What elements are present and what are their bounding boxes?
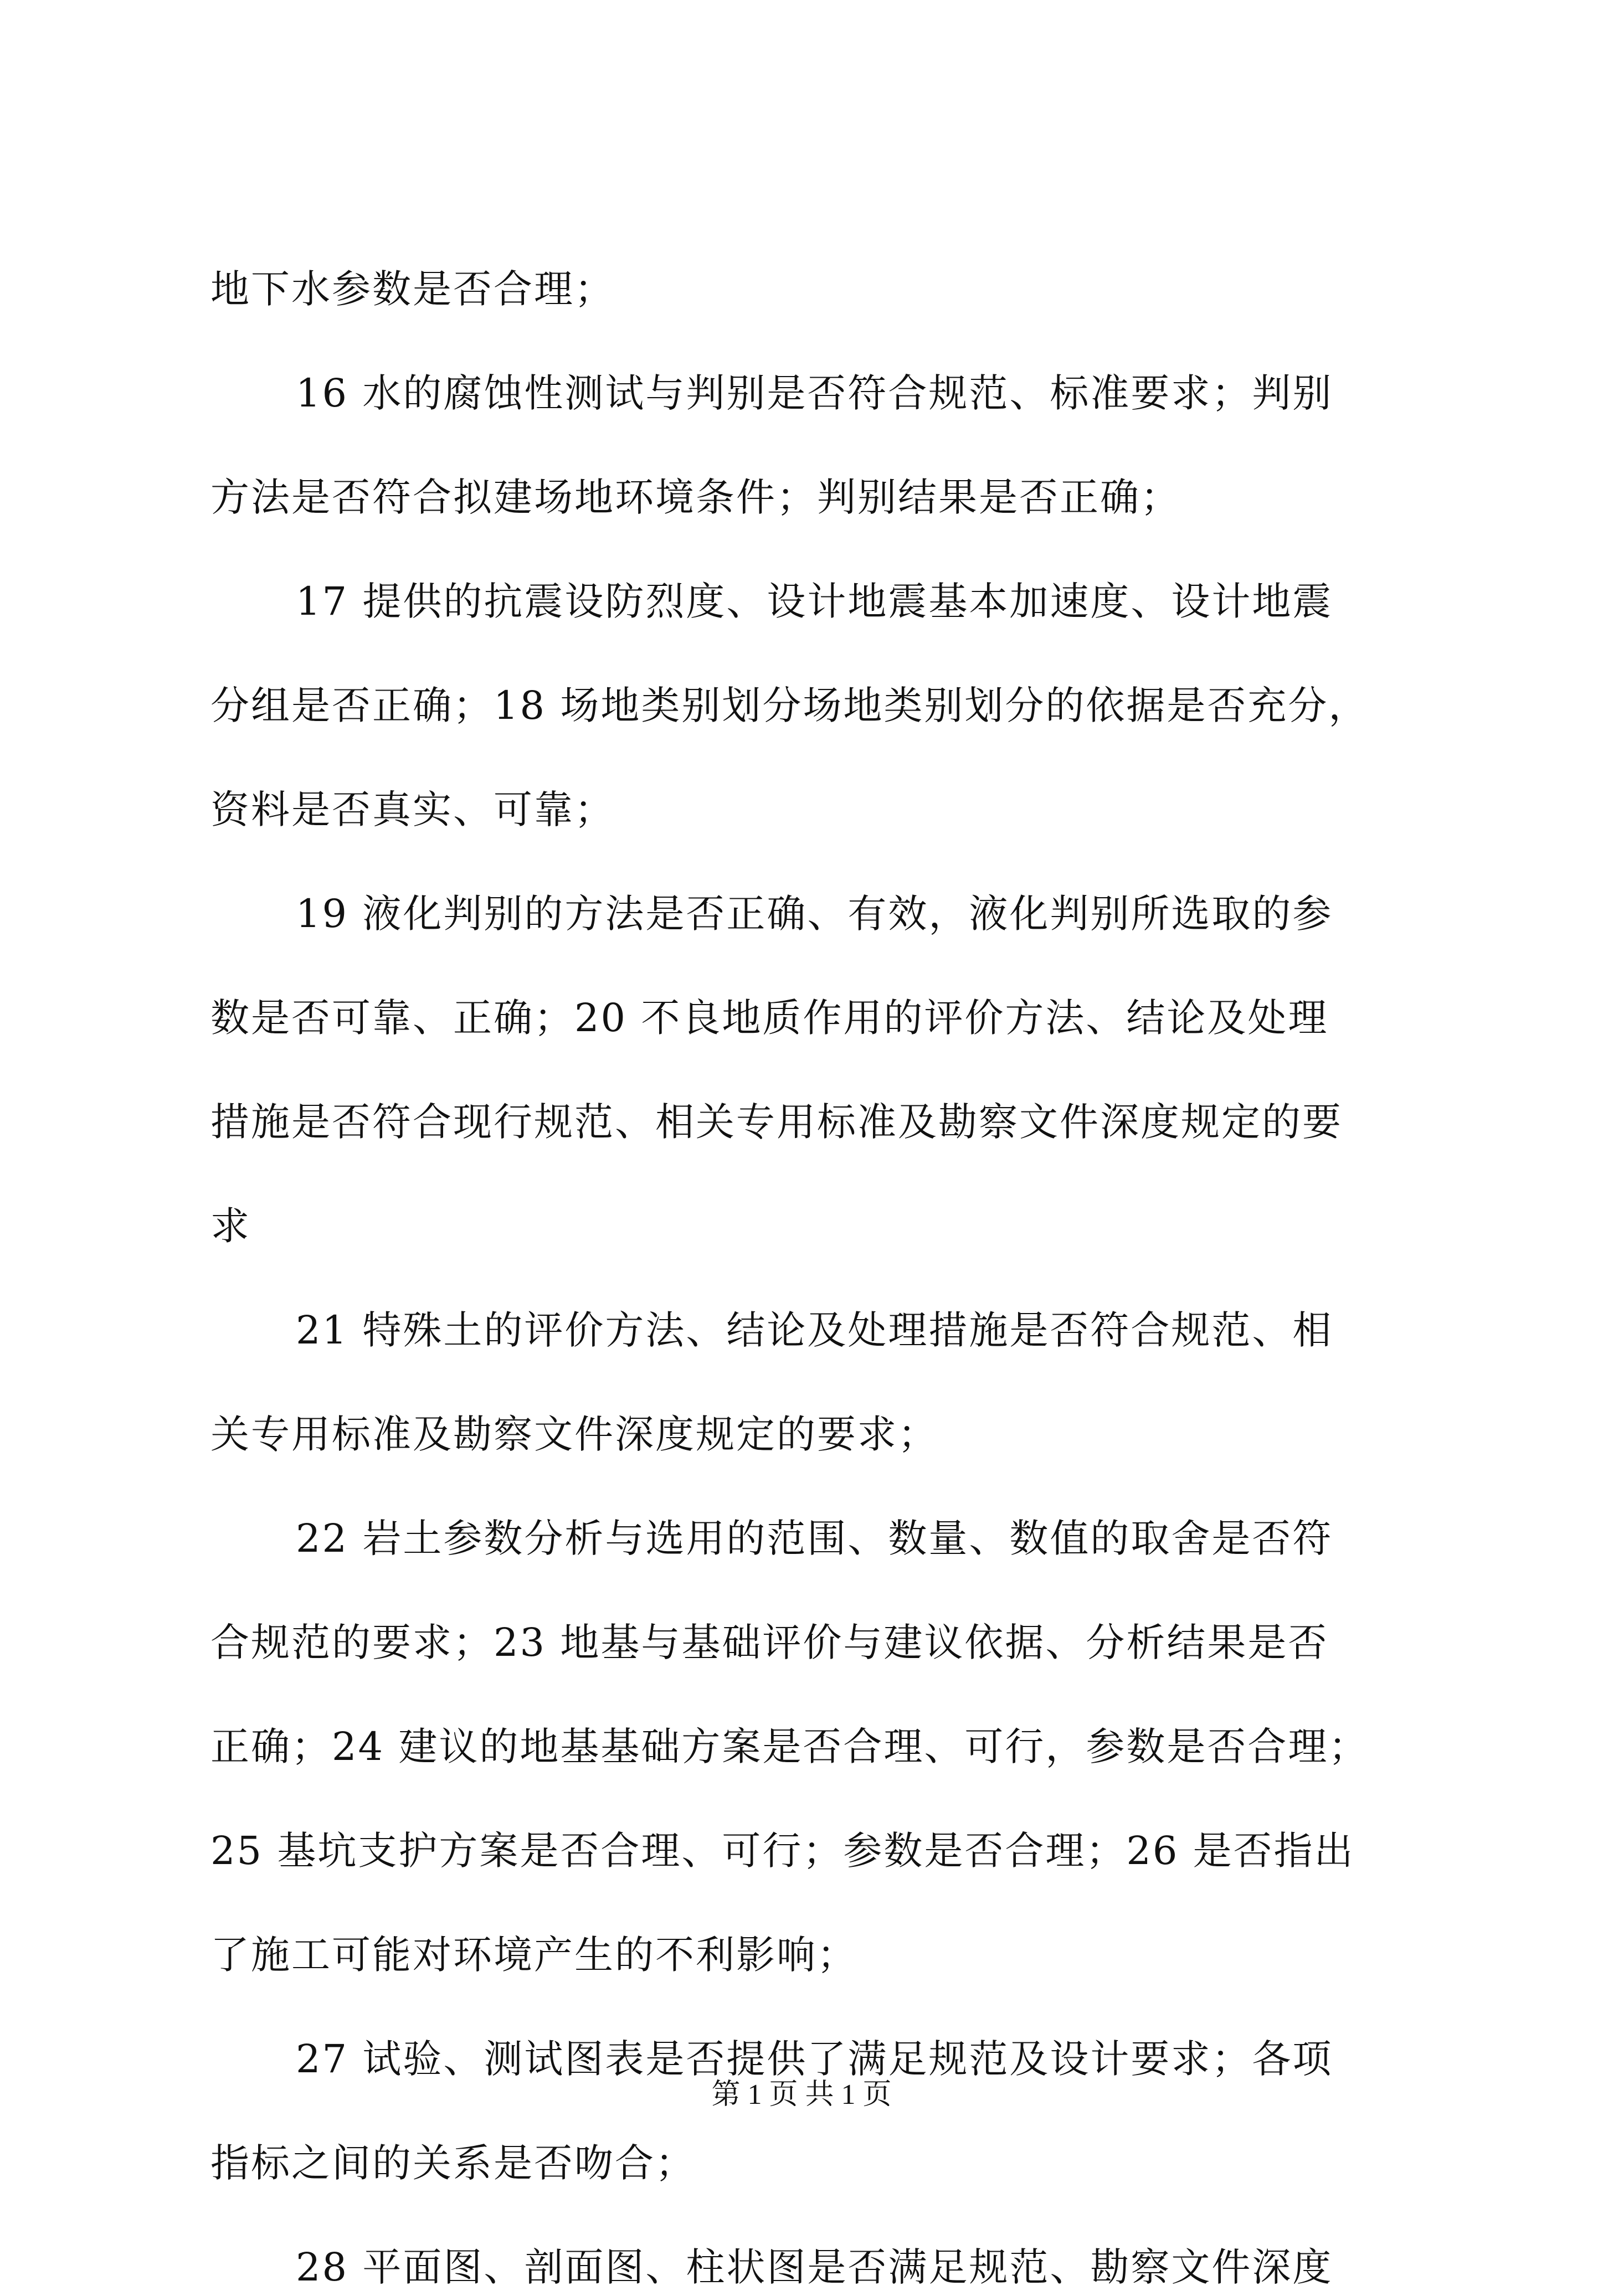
body-line: 19 液化判别的方法是否正确、有效，液化判别所选取的参 [296, 891, 1333, 936]
body-line: 指标之间的关系是否吻合； [210, 2140, 696, 2186]
body-line: 28 平面图、剖面图、柱状图是否满足规范、勘察文件深度 [296, 2244, 1333, 2290]
body-line: 分组是否正确；18 场地类别划分场地类别划分的依据是否充分， [210, 683, 1369, 728]
body-line: 方法是否符合拟建场地环境条件；判别结果是否正确； [210, 475, 1181, 520]
body-line: 16 水的腐蚀性测试与判别是否符合规范、标准要求；判别 [296, 370, 1333, 416]
body-line: 措施是否符合现行规范、相关专用标准及勘察文件深度规定的要 [210, 1099, 1343, 1145]
body-line: 了施工可能对环境产生的不利影响； [210, 1932, 857, 1978]
body-line: 25 基坑支护方案是否合理、可行；参数是否合理；26 是否指出 [210, 1828, 1355, 1873]
page-number-label: 第 1 页 共 1 页 [711, 2079, 892, 2110]
body-line: 21 特殊土的评价方法、结论及处理措施是否符合规范、相 [296, 1307, 1333, 1353]
body-line: 22 岩土参数分析与选用的范围、数量、数值的取舍是否符 [296, 1516, 1333, 1561]
body-line: 数是否可靠、正确；20 不良地质作用的评价方法、结论及处理 [210, 995, 1329, 1041]
body-line: 正确；24 建议的地基基础方案是否合理、可行，参数是否合理； [210, 1724, 1369, 1769]
body-line: 17 提供的抗震设防烈度、设计地震基本加速度、设计地震 [296, 579, 1333, 624]
body-line: 27 试验、测试图表是否提供了满足规范及设计要求；各项 [296, 2036, 1333, 2082]
body-line: 地下水参数是否合理； [210, 266, 615, 312]
body-line: 关专用标准及勘察文件深度规定的要求； [210, 1412, 938, 1457]
page-footer [0, 2076, 1603, 2114]
document-body [210, 260, 1396, 2296]
body-line: 资料是否真实、可靠； [210, 787, 615, 832]
body-line: 求 [210, 1203, 251, 1249]
body-line: 合规范的要求；23 地基与基础评价与建议依据、分析结果是否 [210, 1620, 1329, 1665]
